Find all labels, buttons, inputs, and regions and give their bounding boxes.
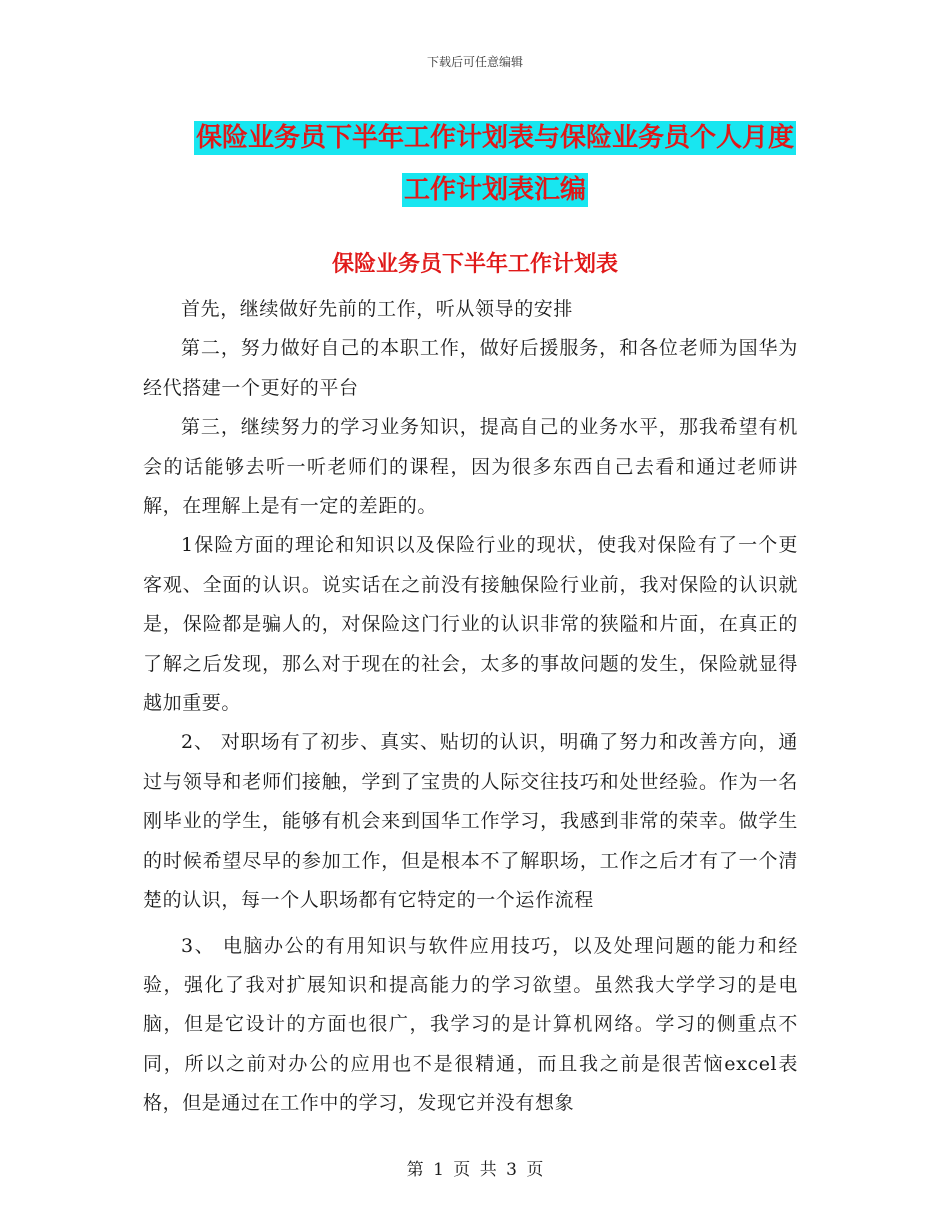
- paragraph-2: 第二，努力做好自己的本职工作，做好后援服务，和各位老师为国华为经代搭建一个更好的平台: [143, 337, 798, 399]
- page-number: 第 1 页 共 3 页: [406, 1160, 544, 1180]
- section-title: 保险业务员下半年工作计划表: [331, 252, 618, 277]
- paragraph-6: 3、 电脑办公的有用知识与软件应用技巧，以及处理问题的能力和经验，强化了我对扩展知识和提高能力的学习欲望。虽然我大学学习的是电脑，但是它设计的方面也很广，我学习的是计算机网络。学习的侧重点不同，所以之前对办公的应用也不是很精通，而且我之前是很苦恼excel表格，但是通过在工作中的学习，发现它并没有想象: [143, 934, 798, 1115]
- paragraph-1: 首先，继续做好先前的工作，听从领导的安排: [181, 298, 574, 320]
- document-title-line-2: 工作计划表汇编: [403, 175, 586, 205]
- document-body: [143, 290, 798, 1124]
- page-header-note: 下载后可任意编辑: [426, 55, 523, 69]
- paragraph-4: 1保险方面的理论和知识以及保险行业的现状，使我对保险有了一个更客观、全面的认识。说实话在之前没有接触保险行业前，我对保险的认识就是，保险都是骗人的，对保险这门行业的认识非常的狭隘和片面，在真正的了解之后发现，那么对于现在的社会，太多的事故问题的发生，保险就显得越加重要。: [143, 534, 798, 715]
- paragraph-5: 2、 对职场有了初步、真实、贴切的认识，明确了努力和改善方向，通过与领导和老师们接触，学到了宝贵的人际交往技巧和处世经验。作为一名刚毕业的学生，能够有机会来到国华工作学习，我感到非常的荣幸。做学生的时候希望尽早的参加工作，但是根本不了解职场，工作之后才有了一个清楚的认识，每一个人职场都有它特定的一个运作流程: [143, 731, 798, 912]
- document-title-line-1: 保险业务员下半年工作计划表与保险业务员个人月度: [195, 123, 794, 153]
- paragraph-3: 第三，继续努力的学习业务知识，提高自己的业务水平，那我希望有机会的话能够去听一听老师们的课程，因为很多东西自己去看和通过老师讲解，在理解上是有一定的差距的。: [143, 416, 798, 518]
- document-title: [150, 112, 840, 216]
